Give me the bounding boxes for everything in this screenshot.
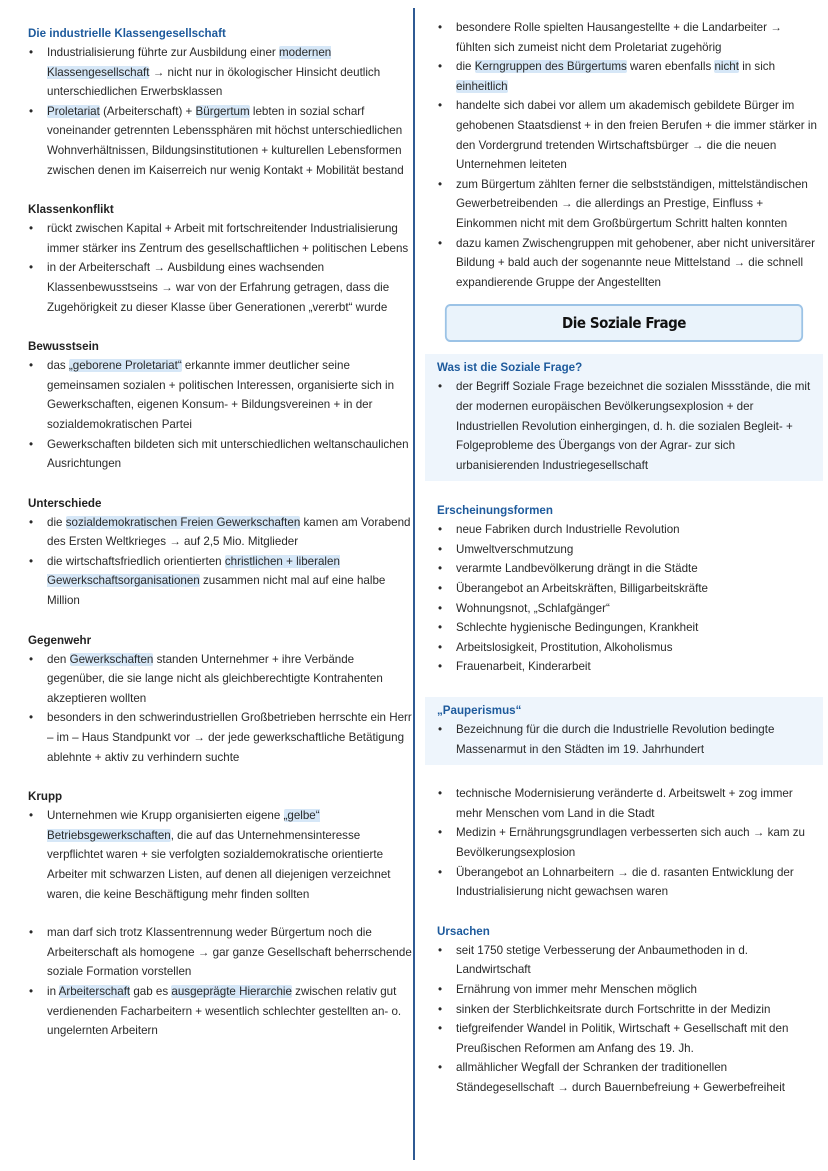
text-segment: sinken der Sterblichkeitsrate durch Fortschritte in der Medizin (456, 1002, 771, 1016)
bullet-item (28, 650, 413, 709)
text-segment: die wirtschaftsfriedlich orientierten (47, 554, 225, 568)
left-column (28, 24, 413, 1061)
highlighted-text: christlichen + liberalen Gewerkschaftsorganisationen (47, 554, 340, 588)
bullet-item (437, 980, 817, 1000)
text-segment: das (47, 359, 69, 373)
text-segment: waren ebenfalls (626, 60, 715, 74)
text-segment: Frauenarbeit, Kinderarbeit (456, 660, 591, 674)
section (28, 200, 413, 317)
text-segment: Überangebot an Lohnarbeitern → die d. rasanten Entwicklung der Industrialisierung nicht gewachsen waren (456, 865, 794, 899)
section (28, 631, 413, 768)
bullet-list (437, 784, 817, 902)
bullet-item (28, 708, 413, 767)
bullet-item (28, 806, 413, 904)
bullet-item (28, 356, 413, 434)
bullet-list (437, 520, 817, 677)
text-segment: gab es (130, 984, 172, 998)
section (28, 337, 413, 474)
right-sections (437, 354, 817, 1097)
text-segment: (Arbeiterschaft) + (99, 104, 196, 118)
bullet-item (437, 941, 817, 980)
highlighted-text: Kerngruppen des Bürgertums (474, 60, 627, 74)
section (28, 24, 413, 180)
section-heading: Die industrielle Klassengesellschaft (28, 27, 226, 40)
text-segment: zum Bürgertum zählten ferner die selbstständigen, mittelständischen Gewerbetreibenden → die allerdings an Prestige, Einfluss + Einkommen nicht mit dem Großbürgertum Schritt halten konnten (456, 177, 808, 230)
text-segment: der Begriff Soziale Frage bezeichnet die sozialen Missstände, die mit der modernen europäischen Bevölkerungsexplosion + der Industriellen Revolution einhergingen, d. h. die sozialen Begleit- + Folgeprobleme des Übergangs von der Agrar- zur sich urbanisierenden Industriegesellschaft (456, 380, 811, 472)
text-segment: erkannte immer deutlicher seine gemeinsamen sozialen + politischen Interessen, organisierte sich in Gewerkschaften, eigenen Konsum- + Bildungsvereinen + in der sozialdemokratischen Partei (47, 359, 395, 431)
bullet-item (437, 18, 817, 57)
text-segment: besonders in den schwerindustriellen Großbetrieben herrschte ein Herr – im – Haus Standpunkt vor → der jede gewerkschaftliche Betätigung ablehnte + aktiv zu verhindern suchte (47, 711, 412, 764)
section (437, 922, 817, 1098)
text-segment: zusammen nicht mal auf eine halbe Million (47, 574, 386, 608)
highlighted-text: Gewerkschaften (69, 652, 154, 666)
text-segment: allmählicher Wegfall der Schranken der traditionellen Ständegesellschaft → durch Bauernbefreiung + Gewerbefreiheit (456, 1061, 786, 1094)
bullet-item (437, 618, 817, 638)
section (425, 697, 823, 765)
bullet-item (437, 657, 817, 677)
column-divider (413, 8, 415, 1160)
text-segment: rückt zwischen Kapital + Arbeit mit fortschreitender Industrialisierung immer stärker ins Zentrum des gesellschaftlichen + politischen Lebens (47, 222, 409, 255)
bullet-list (28, 219, 413, 317)
bullet-item (437, 720, 811, 759)
bullet-item (437, 599, 817, 619)
bullet-item (28, 552, 413, 611)
section-heading: „Pauperismus“ (437, 704, 522, 718)
section-heading: Krupp (28, 790, 63, 804)
right-column (437, 18, 817, 1118)
bullet-list (28, 356, 413, 474)
highlighted-text: sozialdemokratischen Freien Gewerkschaften (65, 515, 301, 529)
text-segment: Ernährung von immer mehr Menschen möglich (456, 982, 697, 996)
bullet-item (28, 258, 413, 317)
text-segment: kamen am Vorabend des Ersten Weltkrieges → auf 2,5 Mio. Mitglieder (47, 515, 411, 549)
text-segment: in sich (738, 60, 776, 74)
bullet-item (437, 823, 817, 862)
text-segment: Bezeichnung für die durch die Industrielle Revolution bedingte Massenarmut in den Städten im 19. Jahrhundert (456, 723, 775, 756)
text-segment: man darf sich trotz Klassentrennung weder Bürgertum noch die Arbeiterschaft als homogene → gar ganze Gesellschaft beherrschende soziale Formation vorstellen (47, 926, 412, 979)
text-segment: Überangebot an Arbeitskräften, Billigarbeitskräfte (456, 582, 708, 596)
bullet-list (28, 806, 413, 1041)
section-heading: Klassenkonflikt (28, 203, 114, 217)
bullet-item (437, 57, 817, 96)
bullet-list (437, 941, 817, 1098)
text-segment: Arbeitslosigkeit, Prostitution, Alkoholismus (456, 640, 673, 654)
text-segment: Industrialisierung führte zur Ausbildung einer (47, 46, 280, 59)
section (437, 784, 817, 902)
highlighted-text: ausgeprägte Hierarchie (171, 984, 292, 998)
text-segment: dazu kamen Zwischengruppen mit gehobener, aber nicht universitärer Bildung + bald auch der sogenannte neue Mittelstand → die schnell expandierende Gruppe der Angestellten (456, 236, 815, 289)
bullet-item (437, 784, 817, 823)
section-heading: Unterschiede (28, 496, 102, 510)
bullet-item (437, 175, 817, 234)
text-segment: lebten in sozial scharf voneinander getrennten Lebenssphären mit höchst unterschiedlichen Wohnverhältnissen, Bildungsinstitutionen + kulturellen Lebensformen zwischen denen im Kaiserreich nur wenig Kontakt + Mobilität bestand (47, 104, 404, 177)
section-buergertum-continued (437, 18, 817, 292)
text-segment: → nicht nur in ökologischer Hinsicht deutlich unterschiedlichen Erwerbsklassen (47, 65, 381, 99)
bullet-item (28, 513, 413, 552)
section-heading: Ursachen (437, 924, 490, 938)
section-heading: Gegenwehr (28, 633, 92, 647)
bullet-list (437, 18, 817, 292)
section-heading: Was ist die Soziale Frage? (437, 361, 583, 375)
bullet-item (437, 579, 817, 599)
highlighted-text: Proletariat (47, 104, 100, 118)
highlighted-text: Bürgertum (195, 104, 250, 118)
text-segment: zwischen relativ gut verdienenden Facharbeitern + wesentlich schlechter gestellten an- o. ungelernten Arbeitern (47, 984, 402, 1038)
section (425, 354, 823, 481)
text-segment: handelte sich dabei vor allem um akademisch gebildete Bürger im gehobenen Staatsdienst + in den freien Berufen + die immer stärker in den Vordergrund tretenden Wirtschaftsbürger → die die neuen Unternehmen leiteten (456, 99, 817, 172)
section-heading: Bewusstsein (28, 340, 99, 354)
highlighted-text: Arbeiterschaft (58, 984, 131, 998)
bullet-item (437, 638, 817, 658)
bullet-item (437, 377, 811, 475)
bullet-list (437, 377, 811, 475)
text-segment: Gewerkschaften bildeten sich mit unterschiedlichen weltanschaulichen Ausrichtungen (47, 437, 409, 471)
text-segment: , die auf das Unternehmensinteresse verpflichtet waren + sie verfolgten sozialdemokratische orientierte Arbeiter mit schwarzen Listen, auf denen all diejenigen verzeichnet waren, die keine Beschäftigung mehr finden sollten (47, 828, 391, 901)
bullet-item (437, 1058, 817, 1097)
text-segment: verarmte Landbevölkerung drängt in die Städte (456, 562, 698, 576)
bullet-item (437, 234, 817, 293)
bullet-item (28, 219, 413, 258)
bullet-item (28, 923, 413, 982)
text-segment: den (47, 652, 70, 666)
bullet-item (437, 559, 817, 579)
text-segment: Umweltverschmutzung (456, 542, 574, 556)
bullet-item (437, 520, 817, 540)
text-segment: Unternehmen wie Krupp organisierten eigene (47, 809, 284, 823)
bullet-item (437, 1000, 817, 1020)
text-segment: besondere Rolle spielten Hausangestellte + die Landarbeiter → fühlten sich zumeist nicht dem Proletariat zugehörig (456, 21, 782, 54)
bullet-item (437, 863, 817, 902)
highlighted-text: nicht (714, 60, 739, 74)
text-segment: in (47, 984, 59, 998)
bullet-item (437, 96, 817, 174)
bullet-item (28, 435, 413, 474)
section (437, 501, 817, 677)
text-segment: seit 1750 stetige Verbesserung der Anbaumethoden in d. Landwirtschaft (456, 943, 748, 977)
bullet-item (437, 1019, 817, 1058)
bullet-item (28, 982, 413, 1041)
bullet-item (28, 43, 413, 102)
text-segment: in der Arbeiterschaft → Ausbildung eines wachsenden Klassenbewusstseins → war von der Erfahrung getragen, dass die Zugehörigkeit zu dieser Klasse über Generationen „vererbt“ wurde (47, 261, 390, 314)
highlighted-text: einheitlich (456, 79, 508, 93)
highlighted-text: modernen Klassengesellschaft (47, 46, 332, 79)
bullet-list (28, 650, 413, 768)
bullet-list (437, 720, 811, 759)
bullet-list (28, 513, 413, 611)
section-title-box: Die Soziale Frage (445, 304, 803, 342)
text-segment: neue Fabriken durch Industrielle Revolution (456, 523, 680, 537)
bullet-item (437, 540, 817, 560)
bullet-list (28, 43, 413, 180)
section (28, 494, 413, 611)
text-segment: Medizin + Ernährungsgrundlagen verbesserten sich auch → kam zu Bevölkerungsexplosion (456, 826, 805, 859)
text-segment: die (47, 515, 66, 529)
section (28, 787, 413, 1041)
text-segment: tiefgreifender Wandel in Politik, Wirtschaft + Gesellschaft mit den Preußischen Reformen am Anfang des 19. Jh. (456, 1022, 789, 1055)
text-segment: die (456, 60, 475, 74)
text-segment: standen Unternehmer + ihre Verbände gegenüber, die sie lange nicht als gleichberechtigte Kontrahenten akzeptieren wollten (47, 652, 383, 705)
highlighted-text: „geborene Proletariat“ (68, 359, 182, 373)
text-segment: Schlechte hygienische Bedingungen, Krankheit (456, 621, 699, 635)
section-heading: Erscheinungsformen (437, 504, 553, 518)
text-segment: technische Modernisierung veränderte d. Arbeitswelt + zog immer mehr Menschen vom Land in die Stadt (456, 787, 793, 820)
bullet-item (28, 102, 413, 180)
highlighted-text: „gelbe“ Betriebsgewerkschaften (47, 809, 320, 842)
text-segment: Wohnungsnot, „Schlafgänger“ (456, 601, 610, 615)
